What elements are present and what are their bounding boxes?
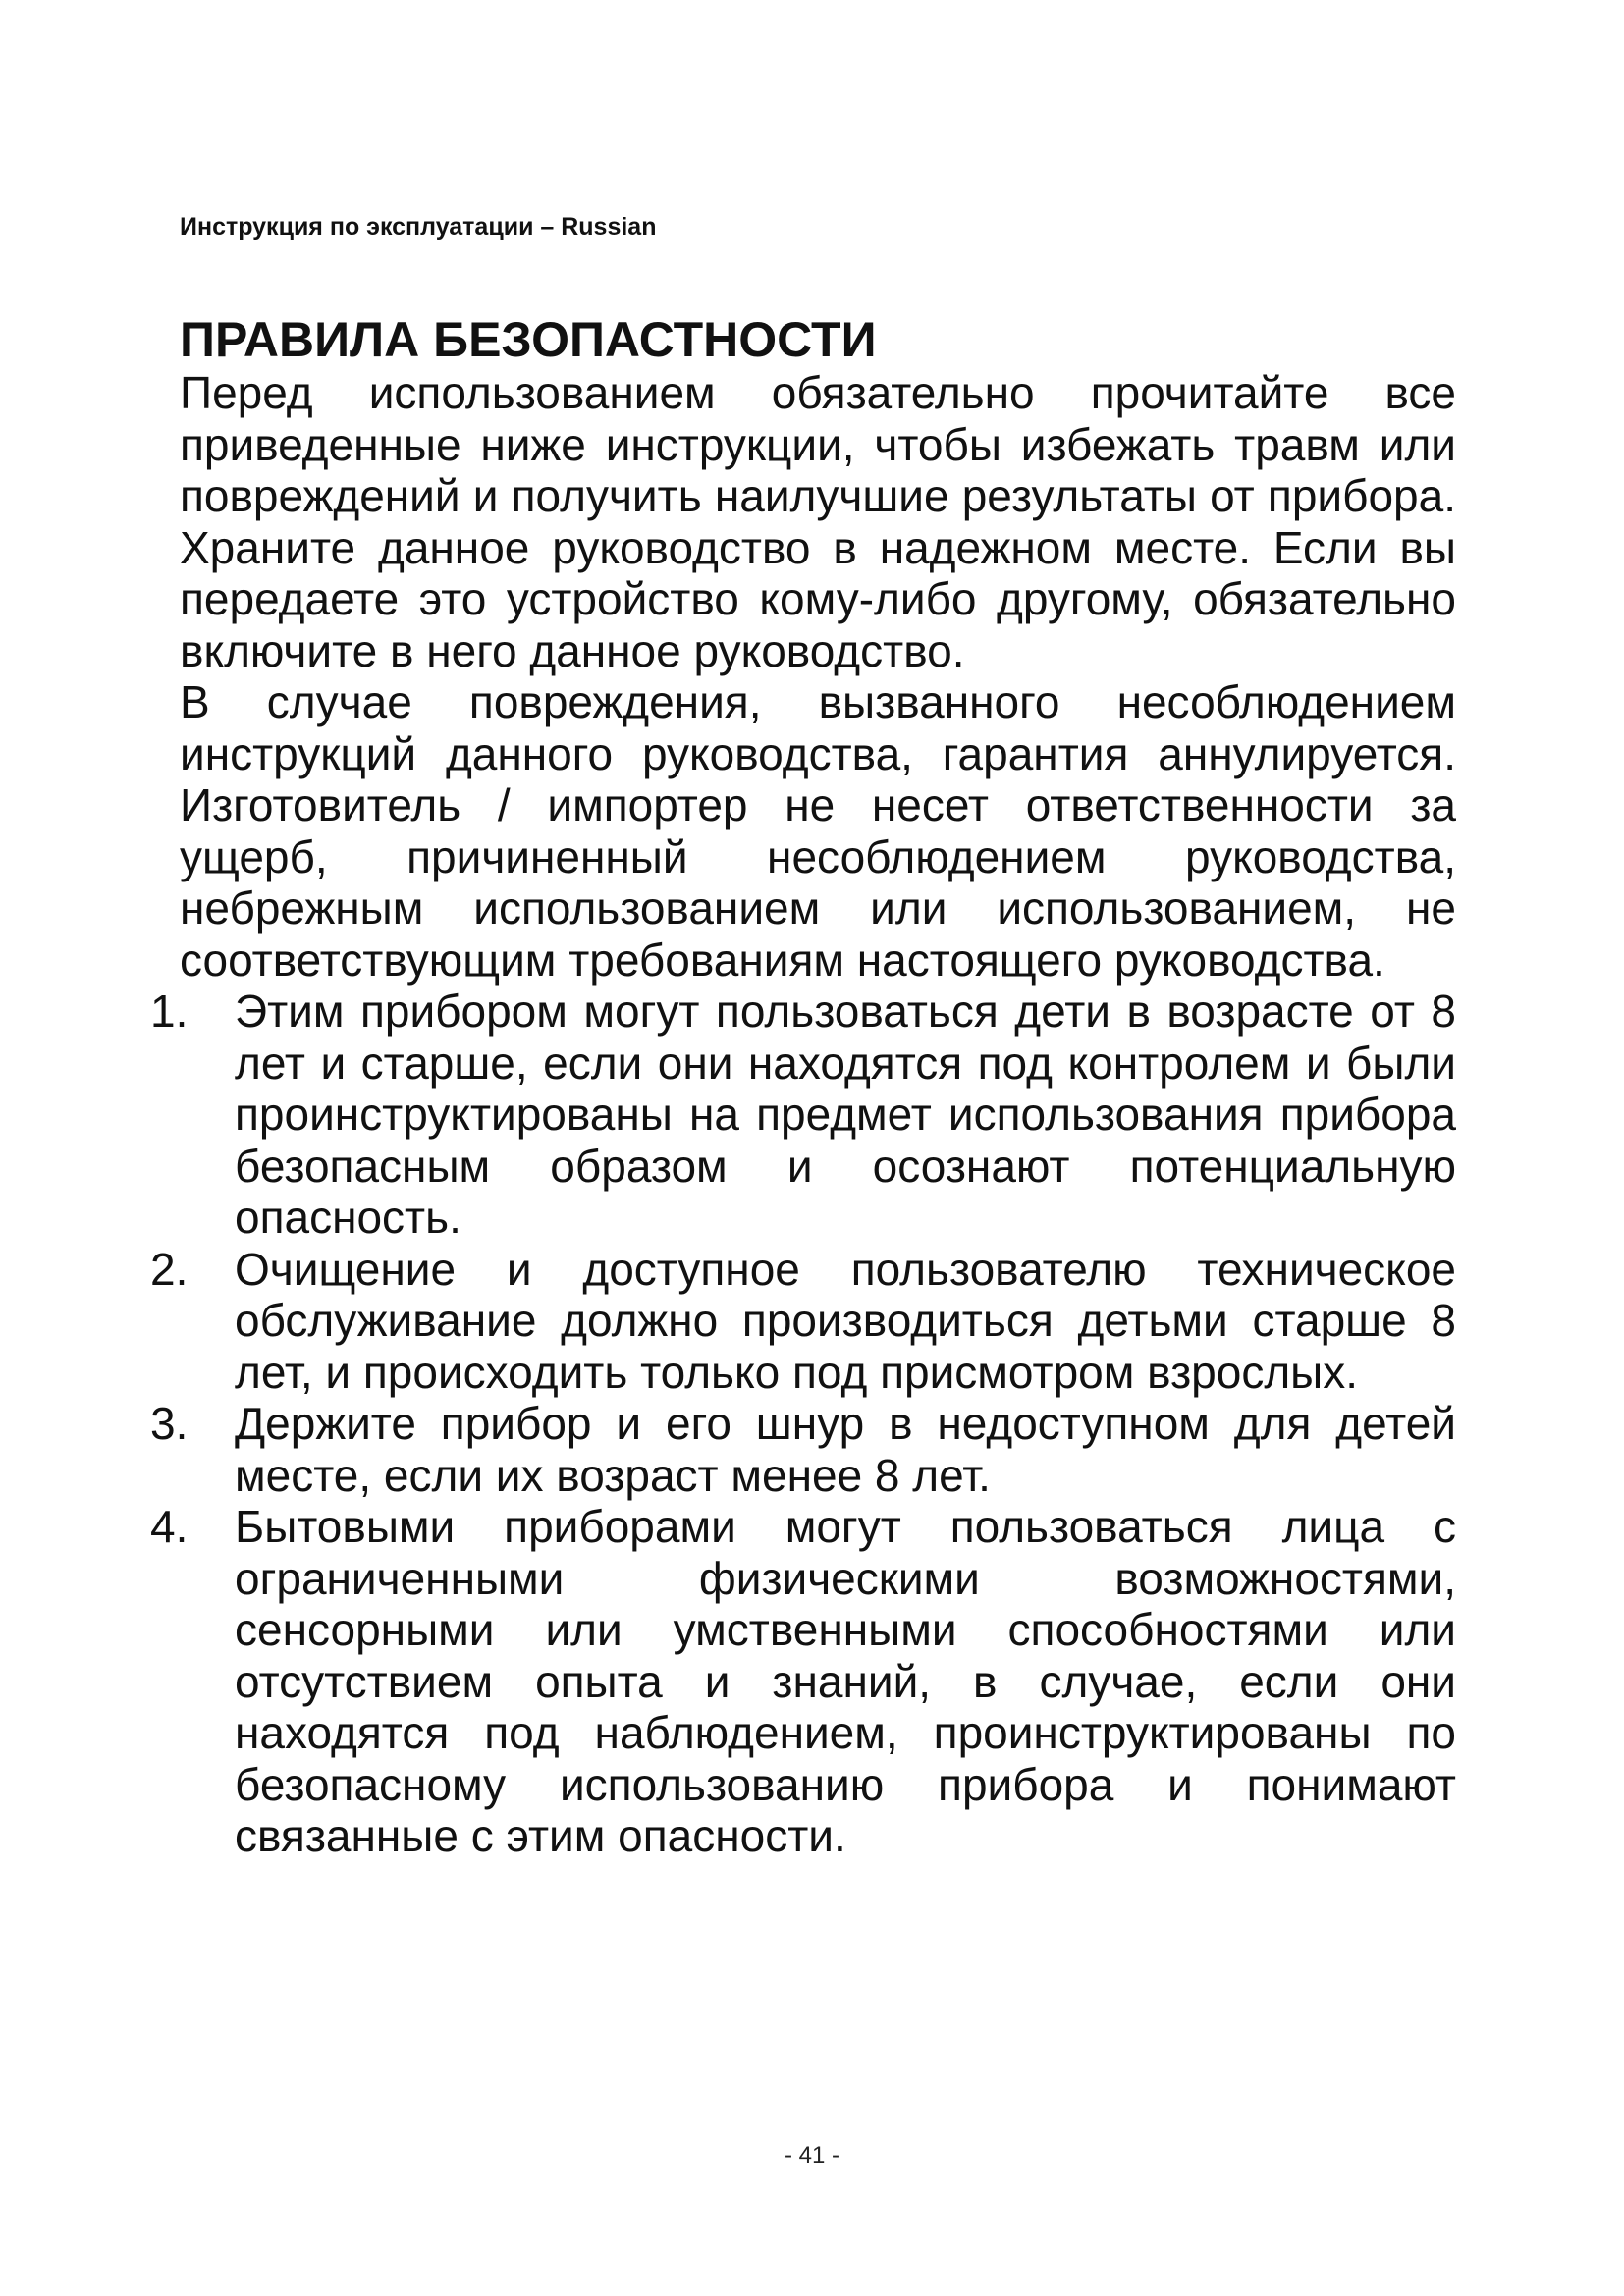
list-item-number: 1. [150,986,189,1037]
list-item-number: 3. [150,1398,189,1449]
list-item [150,986,1456,1244]
list-item-text: Этим прибором могут пользоваться дети в возрасте от 8 лет и старше, если они находятся под контролем и были проинструктированы на предмет использования прибора безопасным образом и осознают потенциальную опасность. [235,986,1456,1243]
list-item-text: Бытовыми приборами могут пользоваться лица с ограниченными физическими возможностями, сенсорными или умственными способностями или отсутствием опыта и знаний, в случае, если они находятся под наблюдением, проинструктированы по безопасному использованию прибора и понимают связанные с этим опасности. [235,1501,1456,1861]
list-item [150,1243,1456,1399]
safety-rules-list [150,986,1456,1862]
list-item [150,1398,1456,1501]
warranty-paragraph: В случае повреждения, вызванного несоблюдением инструкций данного руководства, гарантия аннулируется. Изготовитель / импортер не несет ответственности за ущерб, причиненный несоблюдением руководства, небрежным использованием или использованием, не соответствующим требованиям настоящего руководства. [180,676,1456,986]
list-item-text: Очищение и доступное пользователю техническое обслуживание должно производиться детьми старше 8 лет, и происходить только под присмотром взрослых. [235,1243,1456,1398]
page-number: - 41 - [784,2142,839,2168]
list-item-text: Держите прибор и его шнур в недоступном для детей месте, если их возраст менее 8 лет. [235,1398,1456,1501]
section-title: ПРАВИЛА БЕЗОПАСТНОСТИ [180,312,877,367]
running-header: Инструкция по эксплуатации – Russian [180,213,657,240]
safety-section [150,312,1456,1862]
list-item [150,1501,1456,1862]
list-item-number: 4. [150,1501,189,1552]
list-item-number: 2. [150,1243,189,1295]
intro-paragraph: Перед использованием обязательно прочитайте все приведенные ниже инструкции, чтобы избежать травм или повреждений и получить наилучшие результаты от прибора. Храните данное руководство в надежном месте. Если вы передаете это устройство кому-либо другому, обязательно включите в него данное руководство. [180,367,1456,676]
